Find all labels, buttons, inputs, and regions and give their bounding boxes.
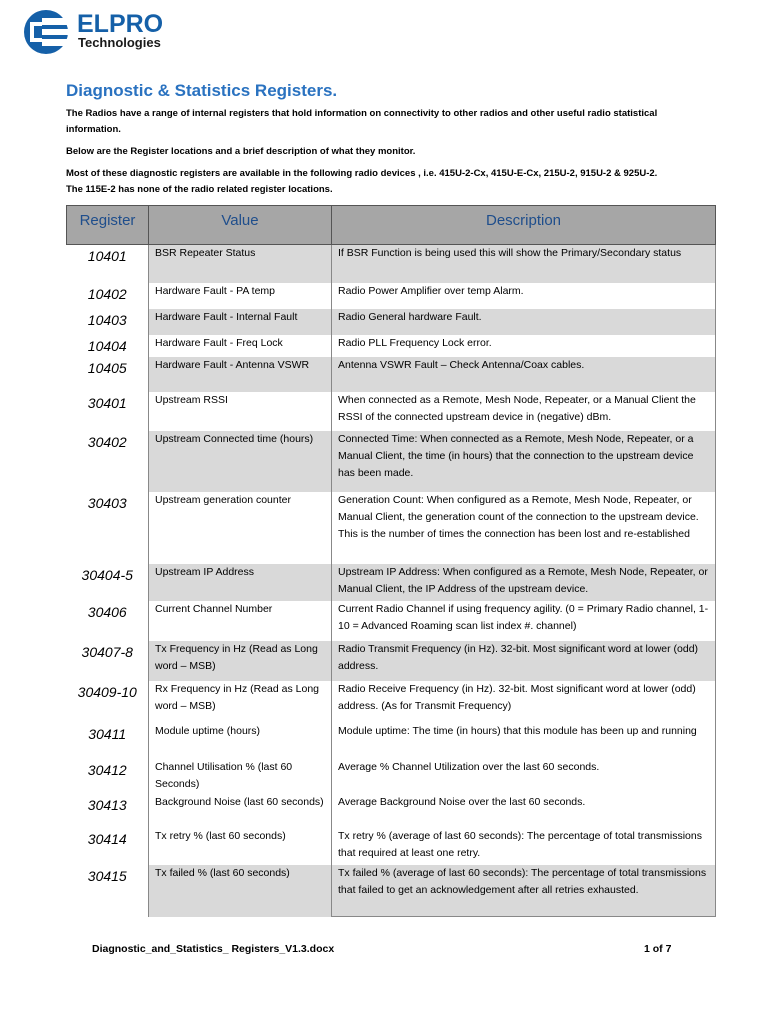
register-number: 30404-5: [67, 564, 149, 601]
table-row: [67, 681, 716, 723]
register-description: Radio Power Amplifier over temp Alarm.: [332, 283, 716, 309]
table-row: [67, 794, 716, 828]
register-value: Tx Frequency in Hz (Read as Long word – MSB): [149, 641, 332, 681]
register-description: Radio PLL Frequency Lock error.: [332, 335, 716, 357]
elpro-logo-icon: [22, 8, 72, 56]
register-number: 30406: [67, 601, 149, 641]
register-value: Upstream RSSI: [149, 392, 332, 431]
register-description: If BSR Function is being used this will show the Primary/Secondary status: [332, 245, 716, 283]
table-row: [67, 283, 716, 309]
register-value: Upstream Connected time (hours): [149, 431, 332, 492]
register-description: Radio General hardware Fault.: [332, 309, 716, 335]
register-value: Tx failed % (last 60 seconds): [149, 865, 332, 917]
register-location-paragraph: Below are the Register locations and a brief description of what they monitor.: [66, 146, 416, 157]
register-number: 30415: [67, 865, 149, 917]
register-description: Average Background Noise over the last 60 seconds.: [332, 794, 716, 828]
register-number: 10404: [67, 335, 149, 357]
register-description: Generation Count: When configured as a Remote, Mesh Node, Repeater, or Manual Client, the generation count of the connection to the upstream device. This is the number of times the connection has been lost and re-established: [332, 492, 716, 564]
table-row: [67, 245, 716, 283]
register-value: Tx retry % (last 60 seconds): [149, 828, 332, 865]
register-value: Hardware Fault - Freq Lock: [149, 335, 332, 357]
register-number: 30401: [67, 392, 149, 431]
page-title: Diagnostic & Statistics Registers.: [66, 81, 338, 100]
header-register: Register: [67, 206, 149, 245]
footer-document-name: Diagnostic_and_Statistics_ Registers_V1.3.docx: [92, 943, 335, 955]
register-description: Antenna VSWR Fault – Check Antenna/Coax cables.: [332, 357, 716, 392]
table-row: [67, 759, 716, 794]
register-number: 10401: [67, 245, 149, 283]
logo-subtitle: Technologies: [78, 35, 161, 50]
table-header-row: [67, 206, 716, 245]
logo-name: ELPRO: [77, 10, 164, 38]
register-number: 30413: [67, 794, 149, 828]
register-number: 30409-10: [67, 681, 149, 723]
register-number: 30412: [67, 759, 149, 794]
register-value: Upstream IP Address: [149, 564, 332, 601]
register-number: 10403: [67, 309, 149, 335]
register-value: Channel Utilisation % (last 60 Seconds): [149, 759, 332, 794]
register-description: Module uptime: The time (in hours) that this module has been up and running: [332, 723, 716, 759]
elpro-logo: [22, 8, 192, 56]
register-description: Tx retry % (average of last 60 seconds): The percentage of total transmissions that required at least one retry.: [332, 828, 716, 865]
register-value: Current Channel Number: [149, 601, 332, 641]
register-value: Hardware Fault - PA temp: [149, 283, 332, 309]
intro-paragraph: The Radios have a range of internal registers that hold information on connectivity to other radios and other useful radio statistical information.: [66, 108, 658, 135]
table-row: [67, 392, 716, 431]
table-row: [67, 431, 716, 492]
register-number: 10405: [67, 357, 149, 392]
table-row: [67, 641, 716, 681]
register-value: Hardware Fault - Internal Fault: [149, 309, 332, 335]
register-description: Upstream IP Address: When configured as a Remote, Mesh Node, Repeater, or Manual Client, the IP Address of the upstream device.: [332, 564, 716, 601]
register-description: Radio Receive Frequency (in Hz). 32-bit. Most significant word at lower (odd) address. (As for Transmit Frequency): [332, 681, 716, 723]
register-number: 30403: [67, 492, 149, 564]
register-value: Module uptime (hours): [149, 723, 332, 759]
register-number: 30411: [67, 723, 149, 759]
table-row: [67, 601, 716, 641]
register-value: Rx Frequency in Hz (Read as Long word – MSB): [149, 681, 332, 723]
table-row: [67, 492, 716, 564]
register-table: [66, 205, 716, 917]
register-description: Radio Transmit Frequency (in Hz). 32-bit. Most significant word at lower (odd) address.: [332, 641, 716, 681]
availability-paragraph: Most of these diagnostic registers are available in the following radio devices , i.e. 415U-2-Cx, 415U-E-Cx, 215U-2, 915U-2 & 925U-2. The 115E-2 has none of the radio related register locations.: [66, 168, 658, 195]
register-description: Tx failed % (average of last 60 seconds): The percentage of total transmissions that failed to get an acknowledgement after all retries exhausted.: [332, 865, 716, 917]
table-row: [67, 309, 716, 335]
table-row: [67, 865, 716, 917]
table-row: [67, 828, 716, 865]
table-row: [67, 564, 716, 601]
register-value: BSR Repeater Status: [149, 245, 332, 283]
table-row: [67, 335, 716, 357]
register-number: 30407-8: [67, 641, 149, 681]
register-value: Upstream generation counter: [149, 492, 332, 564]
register-value: Background Noise (last 60 seconds): [149, 794, 332, 828]
table-row: [67, 723, 716, 759]
table-row: [67, 357, 716, 392]
footer-page-number: 1 of 7: [644, 943, 672, 955]
register-number: 30414: [67, 828, 149, 865]
register-number: 10402: [67, 283, 149, 309]
register-number: 30402: [67, 431, 149, 492]
register-description: Current Radio Channel if using frequency agility. (0 = Primary Radio channel, 1-10 = Advanced Roaming scan list index #. channel): [332, 601, 716, 641]
header-description: Description: [332, 206, 716, 245]
register-description: When connected as a Remote, Mesh Node, Repeater, or a Manual Client the RSSI of the connected upstream device in (negative) dBm.: [332, 392, 716, 431]
register-value: Hardware Fault - Antenna VSWR: [149, 357, 332, 392]
register-description: Average % Channel Utilization over the last 60 seconds.: [332, 759, 716, 794]
header-value: Value: [149, 206, 332, 245]
register-description: Connected Time: When connected as a Remote, Mesh Node, Repeater, or a Manual Client, the time (in hours) that the connection to the upstream device has been made.: [332, 431, 716, 492]
